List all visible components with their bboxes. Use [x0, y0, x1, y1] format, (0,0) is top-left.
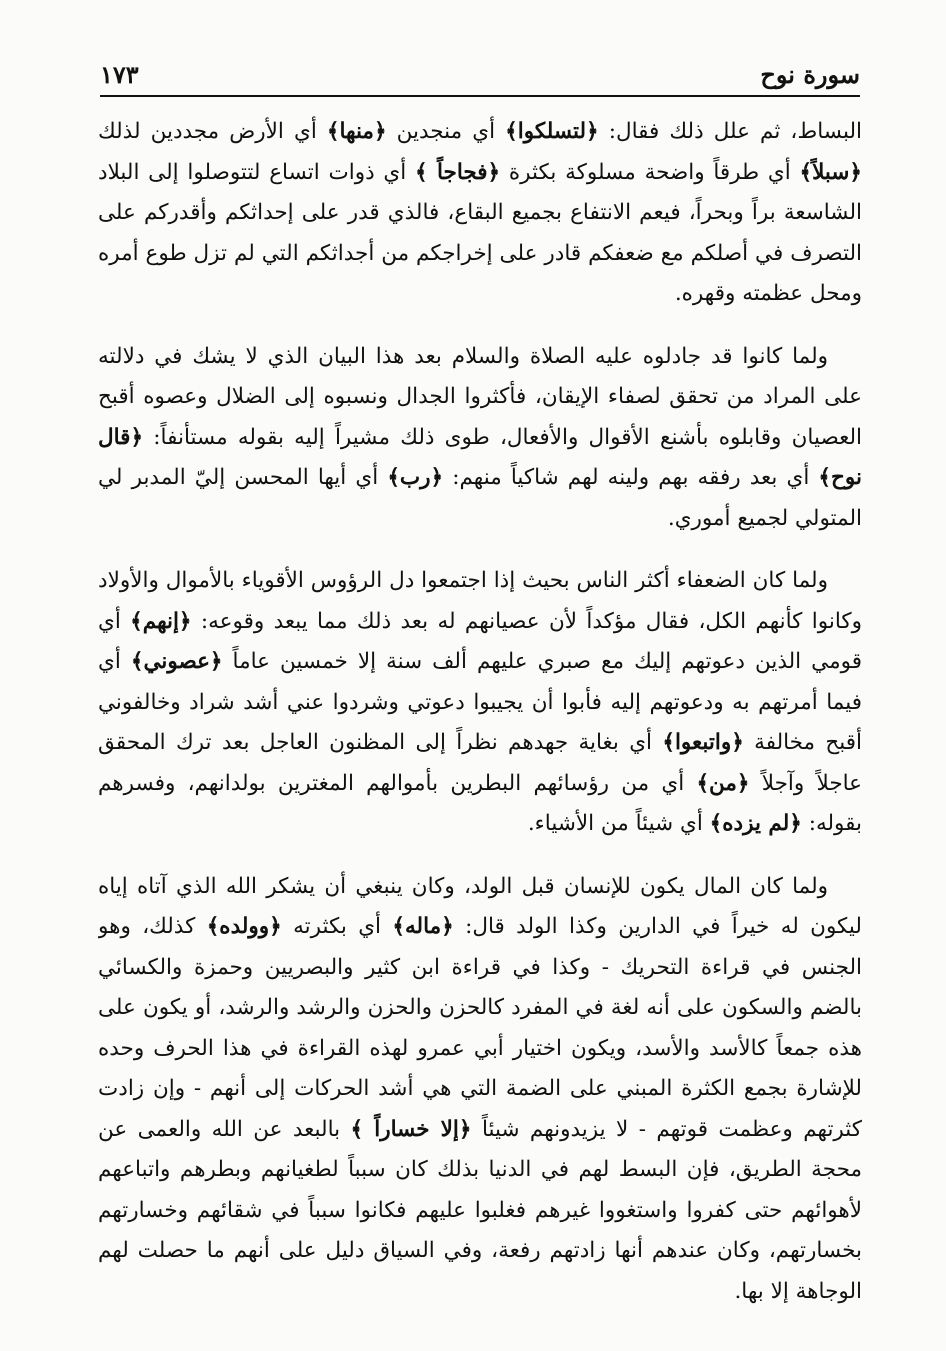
page-header — [100, 54, 860, 94]
surah-title: سورة نوح — [760, 60, 860, 89]
quran-quote: ﴿إلا خساراً ﴾ — [350, 1116, 472, 1142]
commentary-text: بالبعد عن الله والعمى عن محجة الطريق، فإن البسط لهم في الدنيا بذلك كان سبباً لطغيانهم وبطرهم واتباعهم لأهوائهم حتى كفروا واستغووا غيرهم فغلبوا عليهم فكانوا سبباً في شقائهم وخسارتهم بخسارتهم، وكان عندهم أنها زادتهم رفعة، وفي السياق دليل على أنهم ما حصلت لهم الوجاهة إلا بها. — [98, 1116, 862, 1304]
quran-quote: ﴿فجاجاً ﴾ — [414, 159, 501, 185]
paragraph — [98, 867, 862, 1313]
quran-quote: ﴿لتسلكوا﴾ — [505, 119, 599, 144]
paragraph — [98, 112, 862, 315]
commentary-text: أي بعد رفقه بهم ولينه لهم شاكياً منهم: — [443, 465, 819, 490]
header-divider — [100, 95, 860, 97]
quran-quote: ﴿واتبعوا﴾ — [662, 730, 744, 755]
quran-quote: ﴿قال نوح﴾ — [98, 424, 862, 490]
commentary-text: ولما كانوا قد جادلوه عليه الصلاة والسلام بعد هذا البيان الذي لا يشك في دلالته على المراد من تحقق لصفاء الإيقان، فأكثروا الجدال ونسبوه إلى الضلال وعصوه أقبح العصيان وقابلوه بأشنع الأقوال والأفعال، طوى ذلك مشيراً إليه بقوله مستأنفاً: — [98, 343, 862, 450]
commentary-text: أي بغاية جهدهم نظراً إلى المظنون العاجل بعد ترك المحقق عاجلاً وآجلاً — [98, 730, 862, 796]
quran-quote: ﴿إنهم﴾ — [130, 608, 192, 634]
quran-quote: ﴿منها﴾ — [326, 119, 387, 144]
commentary-text: أي فيما أمرتهم به ودعوتهم إليه فأبوا أن يجيبوا دعوتي وشردوا عني أشد شراد وخالفوني أقبح مخالفة — [98, 649, 862, 755]
commentary-text: أي الأرض مجددين لذلك — [98, 119, 327, 144]
commentary-text: أي شيئاً من الأشياء. — [527, 811, 710, 836]
commentary-text: أي ذوات اتساع لتتوصلوا إلى البلاد الشاسعة براً وبحراً، فيعم الانتفاع بجميع البقاع، فالذي قدر على إحداثكم وأقدركم على التصرف في أصلكم مع ضعفكم قادر على إخراجكم من أجداثكم التي لم تزل طوع أمره ومحل عظمته وقهره. — [98, 159, 862, 306]
quran-quote: ﴿وولده﴾ — [206, 914, 282, 939]
commentary-text: أي بكثرته — [281, 914, 393, 939]
quran-quote: ﴿لم يزده﴾ — [709, 811, 802, 836]
page-number: ١٧٣ — [100, 60, 139, 89]
quran-quote: ﴿رب﴾ — [387, 465, 444, 490]
commentary-text: كذلك، وهو الجنس في قراءة التحريك - وكذا في قراءة ابن كثير والبصريين وحمزة والكسائي بالضم والسكون على أنه لغة في المفرد كالحزن والحزن والرشد والرشد، أو يكون على هذه جمعاً كالأسد والأسد، ويكون اختيار أبي عمرو لهذه القراءة في هذا الحرف وحده للإشارة بجمع الكثرة المبني على الضمة التي هي أشد الحركات إلى أنهم - وإن زادت كثرتهم وعظمت قوتهم - لا يزيدونهم شيئاً — [98, 914, 862, 1142]
commentary-text: البساط، ثم علل ذلك فقال: — [598, 119, 862, 144]
commentary-text: أي من رؤسائهم البطرين بأموالهم المغترين بولدانهم، وفسرهم بقوله: — [98, 770, 862, 836]
commentary-text: أي طرقاً واضحة مسلوكة بكثرة — [500, 159, 800, 185]
commentary-text: أي أيها المحسن إليّ المدبر لي المتولي لجميع أموري. — [98, 465, 862, 531]
commentary-text: ولما كان الضعفاء أكثر الناس بحيث إذا اجتمعوا دل الرؤوس الأقوياء بالأموال والأولاد وكانوا كأنهم الكل، فقال مؤكداً لأن عصيانهم له بعد ذلك مما يبعد وقوعه: — [98, 568, 862, 634]
commentary-text: أي منجدين — [386, 119, 506, 144]
paragraph — [98, 561, 862, 845]
commentary-body — [98, 112, 862, 1332]
quran-quote: ﴿عصوني﴾ — [130, 649, 223, 674]
commentary-text: أي قومي الذين دعوتهم إليك مع صبري عليهم ألف سنة إلا خمسين عاماً — [98, 608, 862, 674]
quran-quote: ﴿ماله﴾ — [392, 914, 454, 939]
quran-quote: ﴿من﴾ — [696, 770, 750, 796]
quran-quote: ﴿سبلاً﴾ — [799, 159, 862, 185]
paragraph — [98, 337, 862, 540]
commentary-text: ولما كان المال يكون للإنسان قبل الولد، وكان ينبغي أن يشكر الله الذي آتاه إياه ليكون له خيراً في الدارين وكذا الولد قال: — [98, 873, 862, 939]
